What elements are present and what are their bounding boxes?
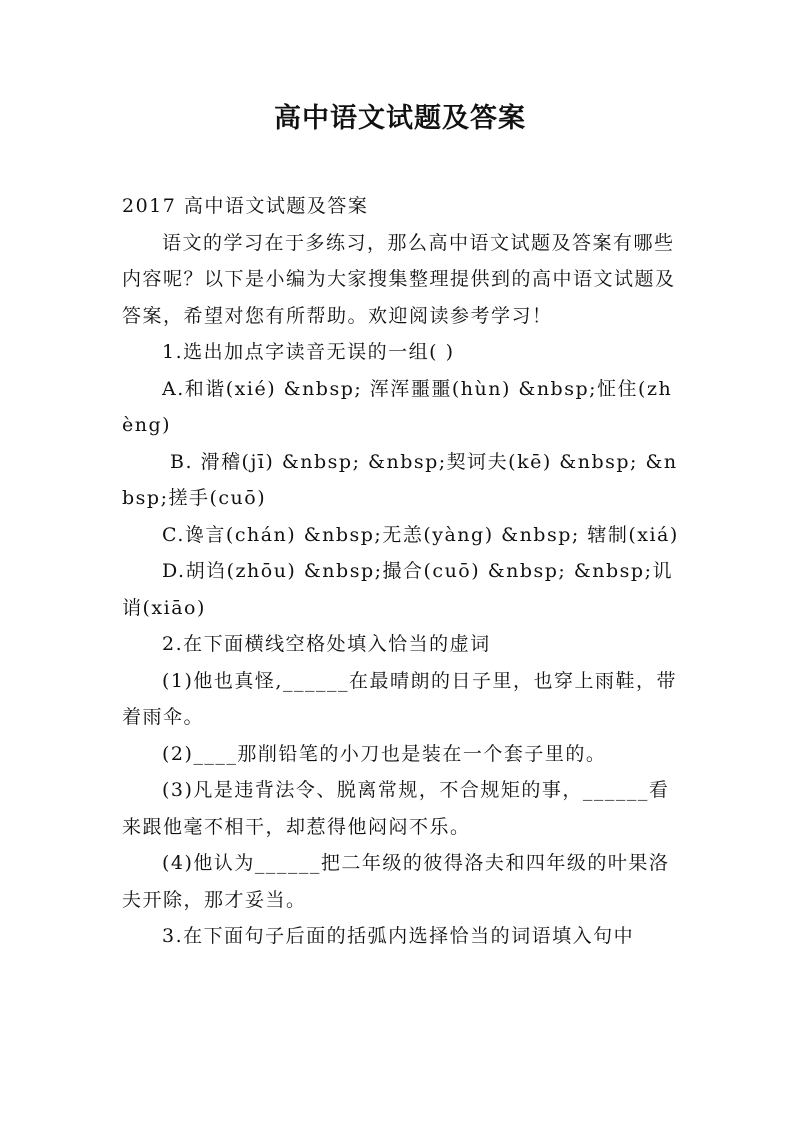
question-2-item-4: (4)他认为______把二年级的彼得洛夫和四年级的叶果洛夫开除，那才妥当。 [122, 852, 670, 911]
question-1: 1.选出加点字读音无误的一组( ) [162, 341, 455, 363]
option-b: B. 滑稽(jī) &nbsp; &nbsp;契诃夫(kē) &nbsp; &nbsp;搓手(cuō) [122, 450, 678, 509]
question-2: 2.在下面横线空格处填入恰当的虚词 [162, 633, 491, 655]
option-d: D.胡诌(zhōu) &nbsp;撮合(cuō) &nbsp; &nbsp;讥诮(xiāo) [122, 560, 673, 619]
document-subtitle: 2017 高中语文试题及答案 [122, 195, 369, 217]
question-2-item-2: (2)____那削铅笔的小刀也是装在一个套子里的。 [162, 742, 607, 765]
question-3: 3.在下面句子后面的括弧内选择恰当的词语填入句中 [162, 925, 635, 947]
option-c: C.谗言(chán) &nbsp;无恙(yàng) &nbsp; 辖制(xiá) [162, 523, 679, 546]
question-2-item-3: (3)凡是违背法令、脱离常规，不合规矩的事，______看来跟他毫不相干，却惹得他闷闷不乐。 [122, 779, 670, 838]
document-body [122, 188, 682, 955]
question-2-item-1: (1)他也真怪,______在最晴朗的日子里，也穿上雨鞋，带着雨伞。 [122, 669, 677, 728]
document-title: 高中语文试题及答案 [274, 103, 526, 134]
option-a: A.和谐(xié) &nbsp; 浑浑噩噩(hùn) &nbsp;怔住(zhèng) [122, 377, 673, 436]
intro-paragraph: 语文的学习在于多练习，那么高中语文试题及答案有哪些内容呢？以下是小编为大家搜集整理提供到的高中语文试题及答案，希望对您有所帮助。欢迎阅读参考学习！ [122, 231, 676, 327]
